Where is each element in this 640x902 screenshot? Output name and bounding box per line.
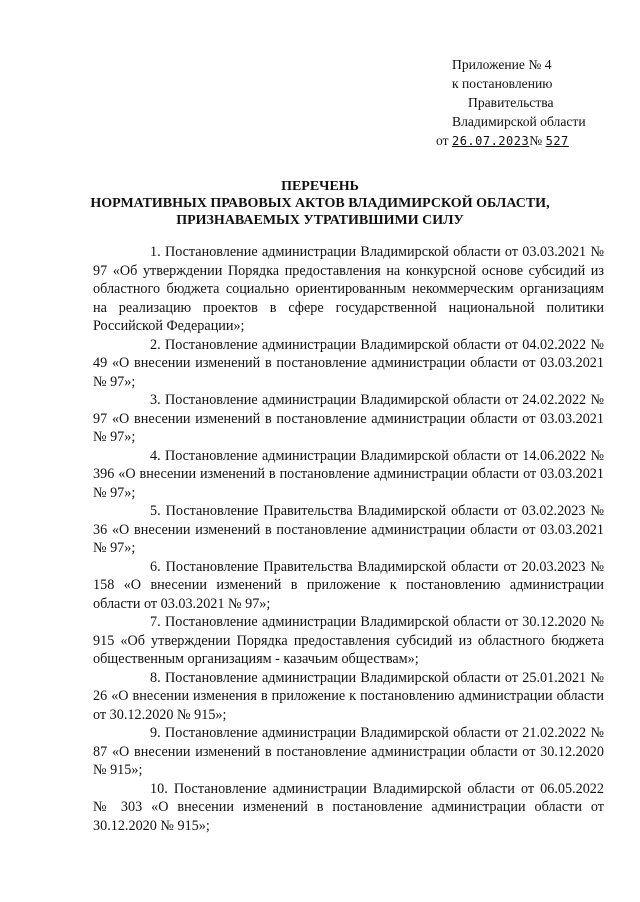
list-item: 9. Постановление администрации Владимирской области от 21.02.2022 № 87 «О внесении изменений в постановление администрации области от 30.12.2020 № 915»; [93, 725, 604, 778]
annex-line: Приложение № 4 [452, 57, 552, 72]
list-item: 6. Постановление Правительства Владимирской области от 20.03.2023 № 158 «О внесении изменений в приложение к постановлению администрации области от 03.03.2021 № 97»; [93, 558, 604, 612]
annex-date: 26.07.2023 [451, 134, 530, 148]
annex-date-prefix: от [436, 133, 449, 148]
annex-block [430, 55, 610, 151]
list-item: 7. Постановление администрации Владимирской области от 30.12.2020 № 915 «Об утверждении Порядка предоставления субсидий из областного бюджета общественным организациям - казачьим обществам»; [93, 614, 604, 667]
annex-date-line [430, 131, 610, 151]
title-line: ПЕРЕЧЕНЬ [281, 179, 359, 194]
title-line: ПРИЗНАВАЕМЫХ УТРАТИВШИМИ СИЛУ [176, 213, 464, 228]
annex-number: 527 [545, 134, 569, 148]
annex-line: Правительства [468, 95, 554, 110]
list-item: 4. Постановление администрации Владимирской области от 14.06.2022 № 396 «О внесении изменений в постановление администрации области от 03.03.2021 № 97»; [93, 447, 604, 501]
list-item: 1. Постановление администрации Владимирской области от 03.03.2021 № 97 «Об утверждении Порядка предоставления на конкурсной основе субсидий из областного бюджета социально ориентированным некоммерческим организациям на реализацию проектов в сфере государственной национальной политики Российской Федерации»; [93, 244, 604, 334]
annex-number-sign: № [529, 133, 543, 148]
list-item: 2. Постановление администрации Владимирской области от 04.02.2022 № 49 «О внесении изменений в постановление администрации области от 03.03.2021 № 97»; [93, 336, 604, 390]
list-item: 5. Постановление Правительства Владимирской области от 03.02.2023 № 36 «О внесении изменений в постановление администрации области от 03.03.2021 № 97»; [93, 503, 604, 556]
list-item: 10. Постановление администрации Владимирской области от 06.05.2022 № 303 «О внесении изменений в постановление администрации области от 30.12.2020 № 915»; [93, 780, 604, 834]
annex-line: Владимирской области [452, 114, 586, 129]
document-title [0, 178, 640, 229]
list-item: 8. Постановление администрации Владимирской области от 25.01.2021 № 26 «О внесении изменения в приложение к постановлению администрации области от 30.12.2020 № 915»; [93, 669, 604, 723]
acts-list [93, 243, 604, 835]
list-item: 3. Постановление администрации Владимирской области от 24.02.2022 № 97 «О внесении изменений в постановление администрации области от 03.03.2021 № 97»; [93, 392, 604, 445]
title-line: НОРМАТИВНЫХ ПРАВОВЫХ АКТОВ ВЛАДИМИРСКОЙ ОБЛАСТИ, [90, 196, 550, 211]
annex-line: к постановлению [452, 76, 553, 91]
